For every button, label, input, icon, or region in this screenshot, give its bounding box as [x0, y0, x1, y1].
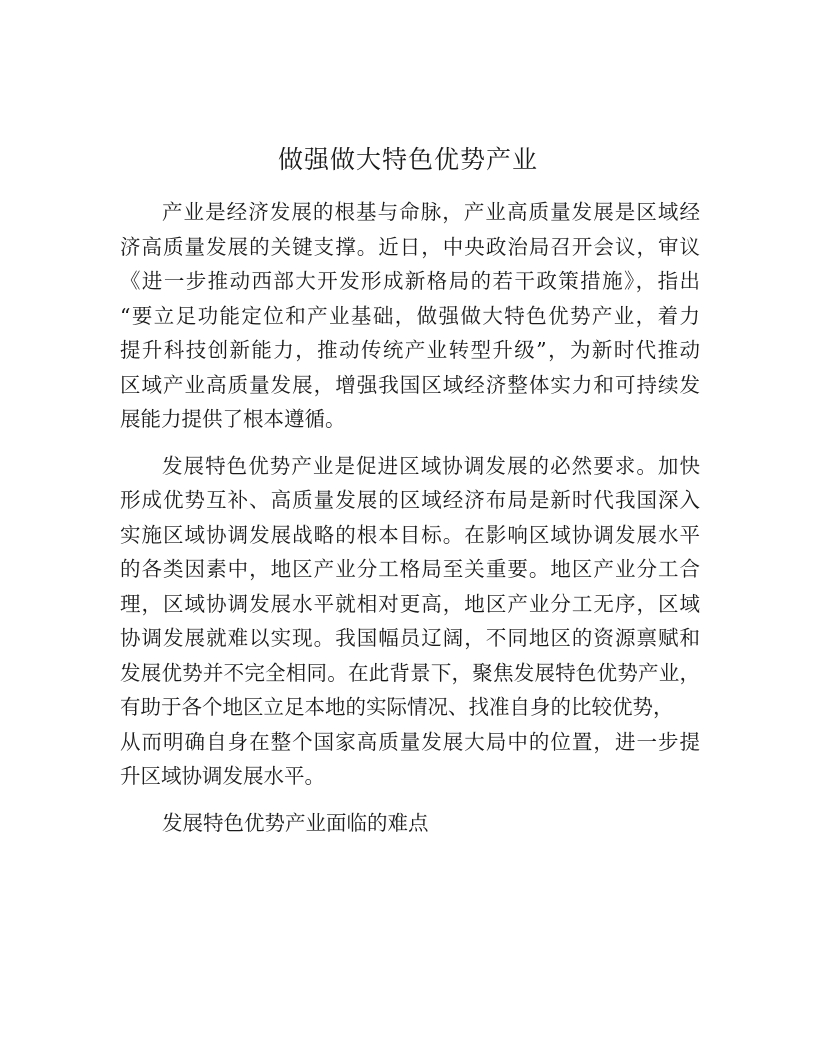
paragraph-line: 展能力提供了根本遵循。: [120, 407, 346, 431]
paragraph-line: “要立足功能定位和产业基础，做强做大特色优势产业，着力: [120, 303, 700, 328]
paragraph-line: 发展特色优势产业是促进区域协调发展的必然要求。加快: [162, 453, 700, 478]
paragraph-line: 发展优势并不完全相同。在此背景下，聚焦发展特色优势产业，: [120, 660, 700, 685]
paragraph-line: 济高质量发展的关键支撑。近日，中央政治局召开会议，审议: [120, 234, 700, 259]
paragraph-line: 提升科技创新能力，推动传统产业转型升级”，为新时代推动: [120, 338, 700, 362]
paragraph-line: 实施区域协调发展战略的根本目标。在影响区域协调发展水平: [120, 522, 700, 547]
paragraph-3: [120, 806, 700, 841]
paragraph-line: 的各类因素中，地区产业分工格局至关重要。地区产业分工合: [120, 557, 700, 581]
paragraph-line: 形成优势互补、高质量发展的区域经济布局是新时代我国深入: [120, 488, 700, 512]
paragraph-1: [120, 195, 700, 437]
paragraph-gap: [120, 437, 700, 449]
paragraph-line: 《进一步推动西部大开发形成新格局的若干政策措施》，指出: [120, 269, 700, 293]
document-body: [120, 195, 700, 840]
paragraph-gap: [120, 794, 700, 806]
paragraph-line: 区域产业高质量发展，增强我国区域经济整体实力和可持续发: [120, 372, 700, 397]
paragraph-line: 理，区域协调发展水平就相对更高，地区产业分工无序，区域: [120, 591, 700, 616]
paragraph-line: 协调发展就难以实现。我国幅员辽阔，不同地区的资源禀赋和: [120, 626, 700, 650]
paragraph-line: 升区域协调发展水平。: [120, 764, 325, 788]
paragraph-line: 从而明确自身在整个国家高质量发展大局中的位置，进一步提: [120, 729, 700, 754]
paragraph-2: [120, 449, 700, 794]
document-title: 做强做大特色优势产业: [277, 145, 538, 174]
section-heading: 发展特色优势产业面临的难点: [162, 810, 429, 835]
paragraph-line: 有助于各个地区立足本地的实际情况、找准自身的比较优势，: [120, 695, 674, 719]
paragraph-line: 产业是经济发展的根基与命脉，产业高质量发展是区域经: [162, 200, 700, 224]
